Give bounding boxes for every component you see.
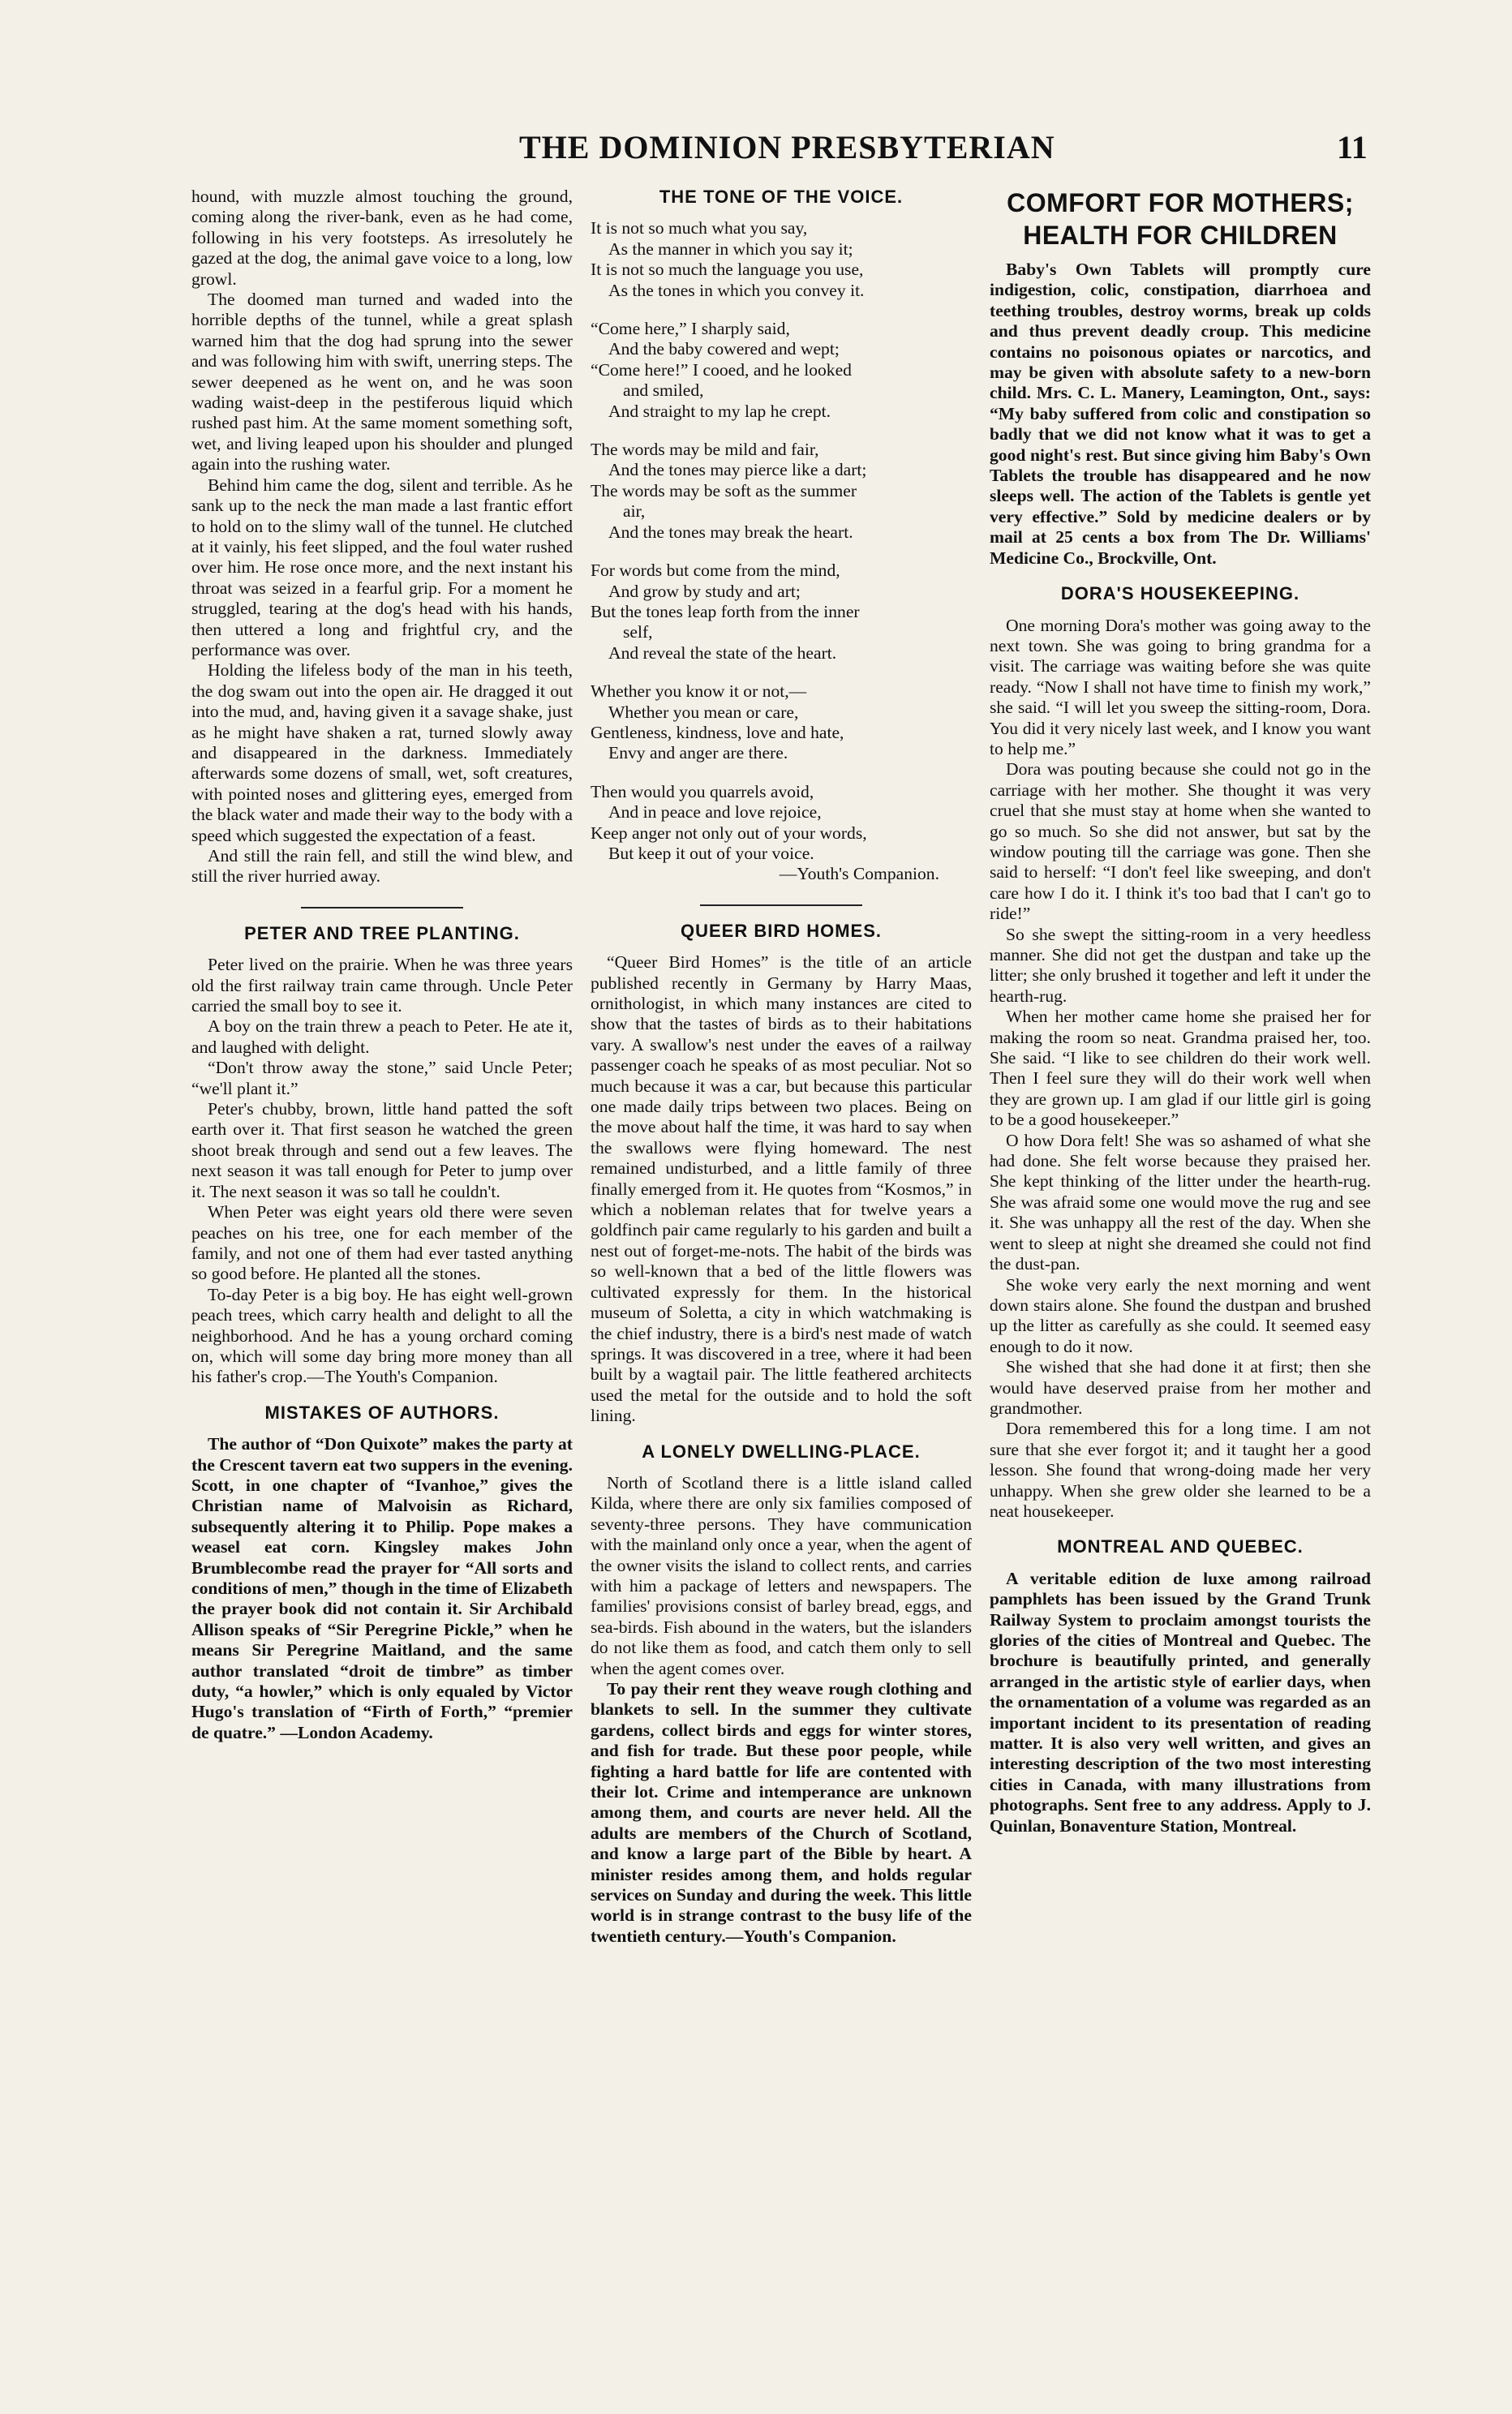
story-paragraph: The doomed man turned and waded into the horrible depths of the tunnel, while a great splash warned him that the dog had sprung into the sewer and was following him with swift, unerring steps. The sewer deepened as he went on, and he was soon wading waist-deep in the pestiferous liquid which rushed past him. At the same moment something soft, wet, and living leaped upon his shoulder and plunged again into the rushing water. — [191, 290, 573, 475]
poem — [591, 218, 972, 884]
column-2 — [591, 187, 972, 2377]
poem-line: But the tones leap forth from the inner — [591, 601, 860, 621]
poem-stanza — [591, 782, 972, 865]
article-paragraph: “Queer Bird Homes” is the title of an article published recently in Germany by Harry Maas, ornithologist, in which many instances are cited to show that the tastes of birds as to their habitations vary. A swallow's nest under the eaves of a railway passenger coach he speaks of as most peculiar. Not so much because it was a car, but because this particular one made daily trips between two places. Being on the move about half the time, it was hard to say when the swallows were flying homeward. The nest remained undisturbed, and a little family of three finally emerged from it. He quotes from “Kosmos,” in which a nobleman relates that for twelve years a goldfinch pair came regularly to his garden and built a nest out of forget-me-nots. The habit of the birds was so well-known that a bed of the little flowers was cultivated expressly for them. In the historical museum of Soletta, a city in which watchmaking is the chief industry, there is a bird's nest made of watch springs. It was discovered in a tree, where it had been built by a wagtail pair. The little feathered architects used the metal for the outside and to hold the soft lining. — [591, 952, 972, 1426]
article-paragraph: To-day Peter is a big boy. He has eight well-grown peach trees, which carry health and delight to all the neighborhood. And he has a young orchard coming on, which will some day bring more money than all his father's crop.—The Youth's Companion. — [191, 1284, 573, 1387]
article-heading-peter: PETER AND TREE PLANTING. — [244, 922, 520, 943]
article-paragraph: Dora remembered this for a long time. I am not sure that she ever forgot it; and it taught her a good lesson. She found that wrong-doing made her very unhappy. When she grew older she learned to be a neat housekeeper. — [990, 1419, 1371, 1521]
poem-line: And the tones may pierce like a dart; — [608, 460, 867, 480]
divider — [700, 904, 862, 906]
article-heading-dora: DORA'S HOUSEKEEPING. — [1060, 583, 1300, 604]
article-paragraph: Peter lived on the prairie. When he was three years old the first railway train came through. Uncle Peter carried the small boy to see it. — [191, 955, 573, 1016]
article-paragraph: A veritable edition de luxe among railroad pamphlets has been issued by the Grand Trunk Railway System to proclaim amongst tourists the glories of the cities of Montreal and Quebec. The brochure is beautifully printed, and generally arranged in the artistic style of earlier days, when the ornamentation of a volume was regarded as an important incident to its presentation of reading matter. It is also very well written, and gives an interesting description of the two most interesting cities in Canada, with many illustrations from photographs. Sent free to any address. Apply to J. Quinlan, Bonaventure Station, Montreal. — [990, 1568, 1371, 1836]
story-paragraph: hound, with muzzle almost touching the ground, coming along the river-bank, even as he had come, following in his very footsteps. As irresolutely he gazed at the dog, the animal gave voice to a long, low growl. — [191, 187, 573, 289]
article-paragraph: She woke very early the next morning and went down stairs alone. She found the dustpan and brushed up the litter as carefully as she could. It seemed easy enough to do it now. — [990, 1274, 1371, 1356]
story-paragraph: And still the rain fell, and still the wind blew, and still the river hurried away. — [191, 846, 573, 887]
poem-line: The words may be soft as the summer — [591, 480, 857, 500]
poem-line: It is not so much what you say, — [591, 218, 808, 238]
article-paragraph: She wished that she had done it at first; then she would have deserved praise from her mother and grandmother. — [990, 1357, 1371, 1418]
poem-line: “Come here,” I sharply said, — [591, 319, 790, 339]
article-paragraph: North of Scotland there is a little island called Kilda, where there are only six families composed of seventy-three persons. They have communication with the mainland only once a year, when the agent of the owner visits the island to collect rents, and carries with him a package of letters and newspapers. The families' provisions consist of barley bread, eggs, and sea-birds. Fish abound in the waters, but the islanders do not like them as food, and catch them only to sell when the agent comes over. — [591, 1472, 972, 1678]
poem-line: Whether you mean or care, — [608, 702, 799, 722]
article-heading-mistakes: MISTAKES OF AUTHORS. — [264, 1402, 500, 1423]
column-3 — [990, 187, 1371, 2377]
article-heading-queer: QUEER BIRD HOMES. — [680, 920, 883, 941]
poem-line: Then would you quarrels avoid, — [591, 781, 814, 801]
article-paragraph: A boy on the train threw a peach to Peter. He ate it, and laughed with delight. — [191, 1016, 573, 1057]
masthead-title: THE DOMINION PRESBYTERIAN — [519, 129, 1055, 165]
poem-line: Envy and anger are there. — [608, 743, 788, 763]
article-heading-montreal: MONTREAL AND QUEBEC. — [1057, 1536, 1304, 1557]
article-paragraph: So she swept the sitting-room in a very heedless manner. She did not get the dustpan and take up the litter; she only brushed it together and left it under the hearth-rug. — [990, 924, 1371, 1006]
article-heading-tone: THE TONE OF THE VOICE. — [659, 187, 904, 207]
poem-line: And the tones may break the heart. — [608, 522, 853, 542]
article-heading-lonely: A LONELY DWELLING-PLACE. — [642, 1441, 921, 1462]
poem-line: “Come here!” I cooed, and he looked — [591, 359, 852, 380]
page-header — [0, 128, 1512, 185]
article-paragraph: To pay their rent they weave rough clothing and blankets to sell. In the summer they cultivate gardens, collect birds and eggs for winter stores, and fish for trade. But these poor people, while fighting a hard battle for life are contented with their lot. Crime and intemperance are unknown among them, and courts are never held. All the adults are members of the Church of Scotland, and know a large part of the Bible by heart. A minister resides among them, and holds regular services on Sunday and during the week. This little world is in strange contrast to the busy life of the twentieth century.—Youth's Companion. — [591, 1679, 972, 1946]
poem-stanza — [591, 561, 972, 664]
poem-line: As the tones in which you convey it. — [608, 280, 865, 300]
article-paragraph: When Peter was eight years old there were seven peaches on his tree, one for each member of the family, and not one of them had ever tasted anything so good before. He planted all the stones. — [191, 1202, 573, 1284]
poem-stanza — [591, 681, 972, 764]
poem-line: self, — [623, 622, 653, 642]
article-paragraph: O how Dora felt! She was so ashamed of what she had done. She felt worse because they praised her. She kept thinking of the litter under the hearth-rug. She was afraid some one would move the rug and see it. She was unhappy all the rest of the day. When she went to sleep at night she dreamed she could not find the dust-pan. — [990, 1130, 1371, 1274]
article-paragraph: When her mother came home she praised her for making the room so neat. Grandma praised her, too. She said. “I like to see children do their work well. Then I feel sure they will do their work well when they are grown up. I am glad if our little girl is going to be a good housekeeper.” — [990, 1007, 1371, 1130]
article-paragraph: Dora was pouting because she could not go in the carriage with her mother. She thought it was very cruel that she must stay at home when she wanted to go so much. So she did not answer, but sat by the window pouting till the carriage was gone. Then she said to herself: “I don't feel like sweeping, and don't care how I do it. I think it's too bad that I can't go to ride!” — [990, 759, 1371, 924]
poem-source: —Youth's Companion. — [779, 864, 939, 884]
poem-line: It is not so much the language you use, — [591, 260, 864, 280]
poem-line: And straight to my lap he crept. — [608, 401, 831, 421]
poem-line: And grow by study and art; — [608, 581, 801, 601]
poem-line: Keep anger not only out of your words, — [591, 823, 867, 843]
ad-paragraph: Baby's Own Tablets will promptly cure indigestion, colic, constipation, diarrhoea and teething troubles, destroy worms, break up colds and thus prevent deadly croup. This medicine contains no poisonous opiates or narcotics, and may be given with absolute safety to a new-born child. Mrs. C. L. Manery, Leamington, Ont., says: “My baby suffered from colic and constipation so badly that we did not know what it was to get a good night's rest. But since giving him Baby's Own Tablets the trouble has disappeared and he now sleeps well. The action of the Tablets is gentle yet very effective.” Sold by medicine dealers or by mail at 25 cents a box from The Dr. Williams' Medicine Co., Brockville, Ont. — [990, 260, 1371, 568]
story-paragraph: Holding the lifeless body of the man in his teeth, the dog swam out into the open air. He dragged it out into the mud, and, having given it a savage shake, just as he might have shaken a rat, turned slowly away and disappeared in the darkness. Immediately afterwards some dozens of small, wet, soft creatures, with pointed noses and glittering eyes, emerged from the black water and made their way to the body with a speed which suggested the expectation of a feast. — [191, 660, 573, 845]
story-paragraph: Behind him came the dog, silent and terrible. As he sank up to the neck the man made a last frantic effort to hold on to the slimy wall of the tunnel. He clutched at it vainly, his feet slipped, and the foul water rushed over him. He rose once more, and the next instant his throat was seized in a fearful grip. For a moment he struggled, tearing at the dog's head with his hands, then uttered a long and frightful cry, and the performance was over. — [191, 475, 573, 659]
article-paragraph: Peter's chubby, brown, little hand patted the soft earth over it. That first season he watched the green shoot break through and send out a few leaves. The next season it was tall enough for Peter to jump over it. The next season it was so tall he couldn't. — [191, 1099, 573, 1201]
poem-line: And in peace and love rejoice, — [608, 802, 822, 823]
poem-line: And reveal the state of the heart. — [608, 642, 837, 663]
poem-line: And the baby cowered and wept; — [608, 339, 840, 359]
column-1 — [191, 187, 573, 2377]
poem-stanza — [591, 218, 972, 301]
poem-line: But keep it out of your voice. — [608, 843, 814, 863]
poem-line: and smiled, — [623, 380, 704, 401]
poem-line: Whether you know it or not,— — [591, 681, 807, 702]
poem-stanza — [591, 319, 972, 422]
poem-line: For words but come from the mind, — [591, 561, 840, 581]
article-paragraph: The author of “Don Quixote” makes the party at the Crescent tavern eat two suppers in the evening. Scott, in one chapter of “Ivanhoe,” gives the Christian name of Malvoisin as Richard, subsequently altering it to Philip. Pope makes a weasel eat corn. Kingsley makes John Brumblecombe read the prayer for “All sorts and conditions of men,” though in the time of Elizabeth the prayer book did not contain it. Sir Archibald Allison speaks of “Sir Peregrine Pickle,” when he means Sir Peregrine Maitland, and the same author translated “droit de timbre” as timber duty, “a howler,” which is only equaled by Victor Hugo's translation of “Firth of Forth,” “premier de quatre.” —London Academy. — [191, 1434, 573, 1742]
poem-line: air, — [623, 501, 646, 522]
poem-stanza — [591, 440, 972, 543]
page-number: 11 — [1337, 129, 1368, 165]
article-paragraph: One morning Dora's mother was going away to the next town. She was going to bring grandma for a visit. The carriage was waiting before she was quite ready. “Now I shall not have time to finish my work,” she said. “I will let you sweep the sitting-room, Dora. You did it very nicely last week, and I know you want to help me.” — [990, 615, 1371, 758]
poem-line: Gentleness, kindness, love and hate, — [591, 722, 844, 742]
ad-headline: COMFORT FOR MOTHERS; HEALTH FOR CHILDREN — [1007, 188, 1354, 250]
divider — [301, 907, 463, 908]
article-paragraph: “Don't throw away the stone,” said Uncle Peter; “we'll plant it.” — [191, 1058, 573, 1098]
poem-line: The words may be mild and fair, — [591, 440, 819, 460]
poem-line: As the manner in which you say it; — [608, 238, 853, 259]
